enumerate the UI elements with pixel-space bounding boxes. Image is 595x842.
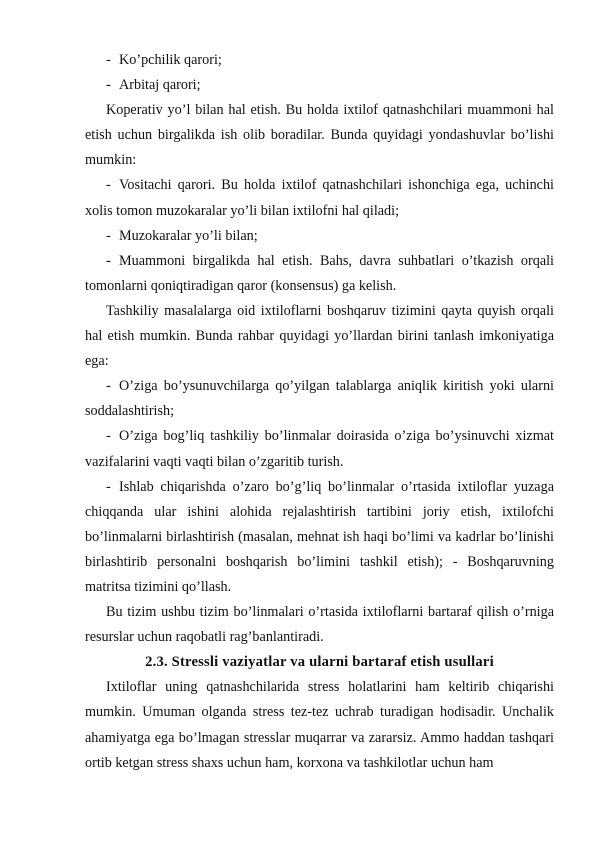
list-item: [85, 475, 554, 600]
document-page: [85, 48, 554, 776]
paragraph: Bu tizim ushbu tizim bo’linmalari o’rtasida ixtiloflarni bartaraf qilish o’rniga resurslar uchun raqobatli rag’banlantiradi.: [85, 604, 554, 646]
list-dash: -: [106, 227, 111, 244]
section-heading: 2.3. Stressli vaziyatlar va ularni bartaraf etish usullari: [145, 654, 494, 671]
list-dash: -: [106, 77, 111, 94]
list-item: [85, 249, 554, 299]
list-dash: -: [106, 177, 111, 194]
list-item: [85, 224, 554, 249]
list-item: [85, 374, 554, 424]
list-item-text: Ishlab chiqarishda o’zaro bo’g’liq bo’linmalar o’rtasida ixtiloflar yuzaga chiqqanda ular ishini alohida rejalashtirish tartibini joriy etish, ixtilofchi bo’linmalarni birlashtirish (masalan, mehnat ish haqi bo’limi va kadrlar bo’linishi birlashtirib personalni boshqarish bo’limini tashkil etish); - Boshqaruvning matritsa tizimini qo’llash.: [85, 478, 554, 595]
paragraph: Tashkiliy masalalarga oid ixtiloflarni boshqaruv tizimini qayta quyish orqali hal etish mumkin. Bunda rahbar quyidagi yo’llardan birini tanlash imkoniyatiga ega:: [85, 302, 554, 370]
paragraph: Koperativ yo’l bilan hal etish. Bu holda ixtilof qatnashchilari muammoni hal etish uchun birgalikda ish olib boradilar. Bunda quyidagi yondashuvlar bo’lishi mumkin:: [85, 102, 554, 169]
list-item-text: Vositachi qarori. Bu holda ixtilof qatnashchilari ishonchiga ega, uchinchi xolis tomon muzokaralar yo’li bilan ixtilofni hal qiladi;: [85, 177, 554, 219]
list-item-text: Ko’pchilik qarori;: [119, 52, 222, 68]
list-item-text: Muammoni birgalikda hal etish. Bahs, davra suhbatlari o’tkazish orqali tomonlarni qoniqtiradigan qaror (konsensus) ga kelish.: [85, 252, 554, 294]
list-dash: -: [106, 478, 111, 495]
list-item: [85, 48, 554, 73]
list-item: [85, 424, 554, 474]
list-item-text: O’ziga bo’ysunuvchilarga qo’yilgan talablarga aniqlik kiritish yoki ularni soddalashtirish;: [85, 378, 554, 420]
list-dash: -: [106, 428, 111, 445]
list-item: [85, 73, 554, 98]
list-dash: -: [106, 378, 111, 395]
paragraph: Ixtiloflar uning qatnashchilarida stress holatlarini ham keltirib chiqarishi mumkin. Umuman olganda stress tez-tez uchrab turadigan hodisadir. Unchalik ahamiyatga ega bo’lmagan stresslar muqarrar va zararsiz. Ammo haddan tashqari ortib ketgan stress shaxs uchun ham, korxona va tashkilotlar uchun ham: [85, 679, 554, 771]
list-item-text: Arbitaj qarori;: [119, 77, 201, 94]
list-item-text: Muzokaralar yo’li bilan;: [119, 227, 258, 244]
list-item-text: O’ziga bog’liq tashkiliy bo’linmalar doirasida o’ziga bo’ysinuvchi xizmat vazifalarini vaqti vaqti bilan o’zgaritib turish.: [85, 428, 554, 470]
list-dash: -: [106, 252, 111, 269]
list-item: [85, 173, 554, 223]
list-dash: -: [106, 52, 111, 68]
